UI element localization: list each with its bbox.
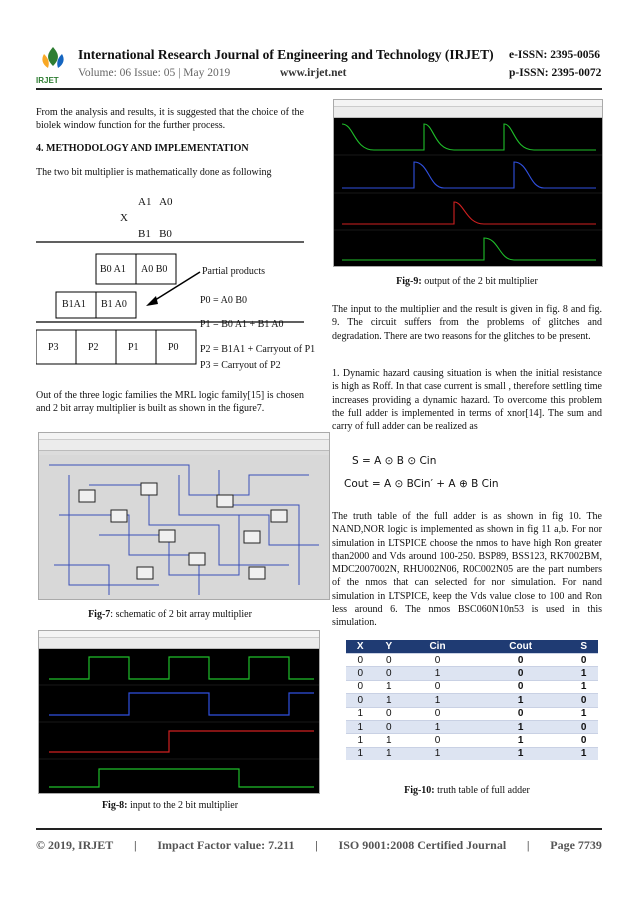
schematic-canvas [39,455,329,600]
table-cell: 0 [472,680,569,693]
table-cell: 0 [403,680,472,693]
table-cell: 1 [403,667,472,680]
multiplier-diagram [36,192,316,376]
volume-issue: Volume: 06 Issue: 05 | May 2019 [78,67,231,79]
iso-certification: ISO 9001:2008 Certified Journal [338,838,507,852]
output-waveform-plot [334,118,602,267]
table-cell: 1 [569,667,598,680]
table-cell: 1 [403,694,472,707]
table-cell: 1 [403,720,472,733]
journal-website: www.irjet.net [280,67,347,79]
schematic-menubar [39,433,329,440]
table-header-cell: X [346,640,375,654]
footer-separator: | [526,838,530,852]
table-cell: 1 [569,747,598,760]
page-number: Page 7739 [550,838,602,852]
table-row [346,654,598,667]
table-cell: 0 [375,667,404,680]
fig9-text: output of the 2 bit multiplier [421,276,538,287]
fig7-caption [36,609,304,620]
table-row [346,680,598,693]
table-cell: 0 [472,707,569,720]
table-cell: 0 [403,707,472,720]
fig8-text: input to the 2 bit multiplier [127,800,239,811]
irjet-logo-icon [36,44,70,78]
sum-equation: S = A ⊙ B ⊙ Cin [352,455,437,467]
table-cell: 1 [569,680,598,693]
left-paragraph-3: Out of the three logic families the MRL logic family[15] is chosen and 2 bit array multiplier is built as shown in the figure7. [36,390,304,415]
table-cell: 0 [403,734,472,747]
table-cell: 0 [375,654,404,667]
fig7-text: : schematic of 2 bit array multiplier [110,609,252,620]
equation-p2: P2 = B1A1 + Carryout of P1 [200,344,316,355]
e-issn: e-ISSN: 2395-0056 [509,49,601,61]
table-cell: 0 [375,720,404,733]
left-paragraph-2: The two bit multiplier is mathematically done as following [36,167,272,178]
output-p1: P1 [128,342,139,353]
multiplier-row: B1 B0 [138,228,172,240]
partial-b1a1: B1A1 [62,299,86,310]
table-row [346,720,598,733]
footer-separator: | [134,838,137,852]
fig9-menubar [334,100,602,107]
table-cell: 1 [472,734,569,747]
copyright: © 2019, IRJET [36,838,114,852]
times-sign: X [120,212,128,224]
schematic-screenshot [38,432,330,600]
truth-table-grid [346,640,598,760]
table-header-cell: S [569,640,598,654]
p-issn: p-ISSN: 2395-0072 [509,67,602,79]
table-header-cell: Cin [403,640,472,654]
table-row [346,667,598,680]
output-p0: P0 [168,342,179,353]
header-rule [36,88,602,90]
table-cell: 0 [569,654,598,667]
table-cell: 1 [375,694,404,707]
table-cell: 1 [346,734,375,747]
table-cell: 0 [346,667,375,680]
table-row [346,734,598,747]
partial-products-label: Partial products [202,266,266,277]
right-paragraph-2: 1. Dynamic hazard causing situation is when the initial resistance is high as Roff. In that case current is small , therefore settling time increases providing a dynamic hazard. To overcome this problem the full adder is implemented in terms of xnor[14]. The sum and carry of full adder can be realized as [332,368,602,433]
partial-a0b0: A0 B0 [141,264,168,275]
table-cell: 0 [346,694,375,707]
table-cell: 0 [569,720,598,733]
section-heading: 4. METHODOLOGY AND IMPLEMENTATION [36,143,249,154]
fig7-label: Fig-7 [88,609,111,620]
equation-p3: P3 = Carryout of P2 [200,360,281,371]
table-cell: 1 [346,720,375,733]
table-row [346,694,598,707]
table-cell: 0 [346,680,375,693]
table-cell: 1 [346,707,375,720]
input-waveform-plot [39,649,319,794]
table-cell: 0 [375,707,404,720]
journal-title: International Research Journal of Engineering and Technology (IRJET) [78,47,494,62]
table-cell: 0 [403,654,472,667]
table-cell: 0 [472,667,569,680]
truth-table [346,640,598,760]
footer-rule [36,828,602,830]
table-cell: 0 [346,654,375,667]
fig9-caption [332,276,602,287]
multiplicand-row: A1 A0 [138,196,173,208]
table-cell: 1 [569,707,598,720]
table-cell: 1 [472,694,569,707]
logo-text: IRJET [36,76,59,85]
table-cell: 0 [569,734,598,747]
footer-separator: | [315,838,318,852]
right-paragraph-3: The truth table of the full adder is as shown in fig 10. The NAND,NOR logic is implemented as shown in fig 11 a,b. For nor simulation in LTSPICE choose the nmos to have high Ron greater than2000 and Vds around 100-250. BSP89, BSS123, RK7002BM, MDC2007002N, RHU002N06, R0C002N05 are the part numbers of the nmos that can selected for nor simulation. For nand simulation in LTSPICE, keep the Vds value close to 100 and Ron less around 6. The nmos BSC060N10n53 is used in this simulation. [332,511,602,629]
fig9-label: Fig-9: [396,276,422,287]
right-paragraph-1: The input to the multiplier and the result is given in fig. 8 and fig. 9. The circuit suffers from the problems of glitches and degradation. There are two reasons for the glitches to be present. [332,304,602,342]
fig10-caption [332,785,602,796]
output-p2: P2 [88,342,99,353]
table-cell: 0 [569,694,598,707]
fig8-menubar [39,631,319,638]
equation-p0: P0 = A0 B0 [200,295,248,306]
input-waveform-window [38,630,320,794]
table-cell: 1 [375,734,404,747]
table-cell: 0 [472,654,569,667]
partial-b0a1: B0 A1 [100,264,126,275]
fig10-text: truth table of full adder [434,785,530,796]
schematic-toolbar [39,440,329,451]
table-header-cell: Y [375,640,404,654]
table-cell: 1 [472,720,569,733]
table-cell: 1 [346,747,375,760]
table-cell: 1 [375,680,404,693]
partial-b1a0: B1 A0 [101,299,127,310]
table-cell: 1 [375,747,404,760]
carry-equation: Cout = A ⊙ BCin′ + A ⊕ B Cin [344,478,499,490]
table-header-cell: Cout [472,640,569,654]
left-paragraph-1: From the analysis and results, it is suggested that the choice of the biolek window function for the further process. [36,107,304,132]
fig8-label: Fig-8: [101,800,128,811]
table-cell: 1 [403,747,472,760]
table-row [346,747,598,760]
fig9-toolbar [334,107,602,118]
fig8-caption [36,800,304,811]
fig8-toolbar [39,638,319,649]
output-waveform-window [333,99,603,267]
page-footer [36,838,602,853]
fig10-label: Fig-10: [404,785,435,796]
table-row [346,707,598,720]
output-p3: P3 [48,342,59,353]
equation-p1: P1 = B0 A1 + B1 A0 [200,319,284,330]
impact-factor: Impact Factor value: 7.211 [157,838,295,852]
table-cell: 1 [472,747,569,760]
